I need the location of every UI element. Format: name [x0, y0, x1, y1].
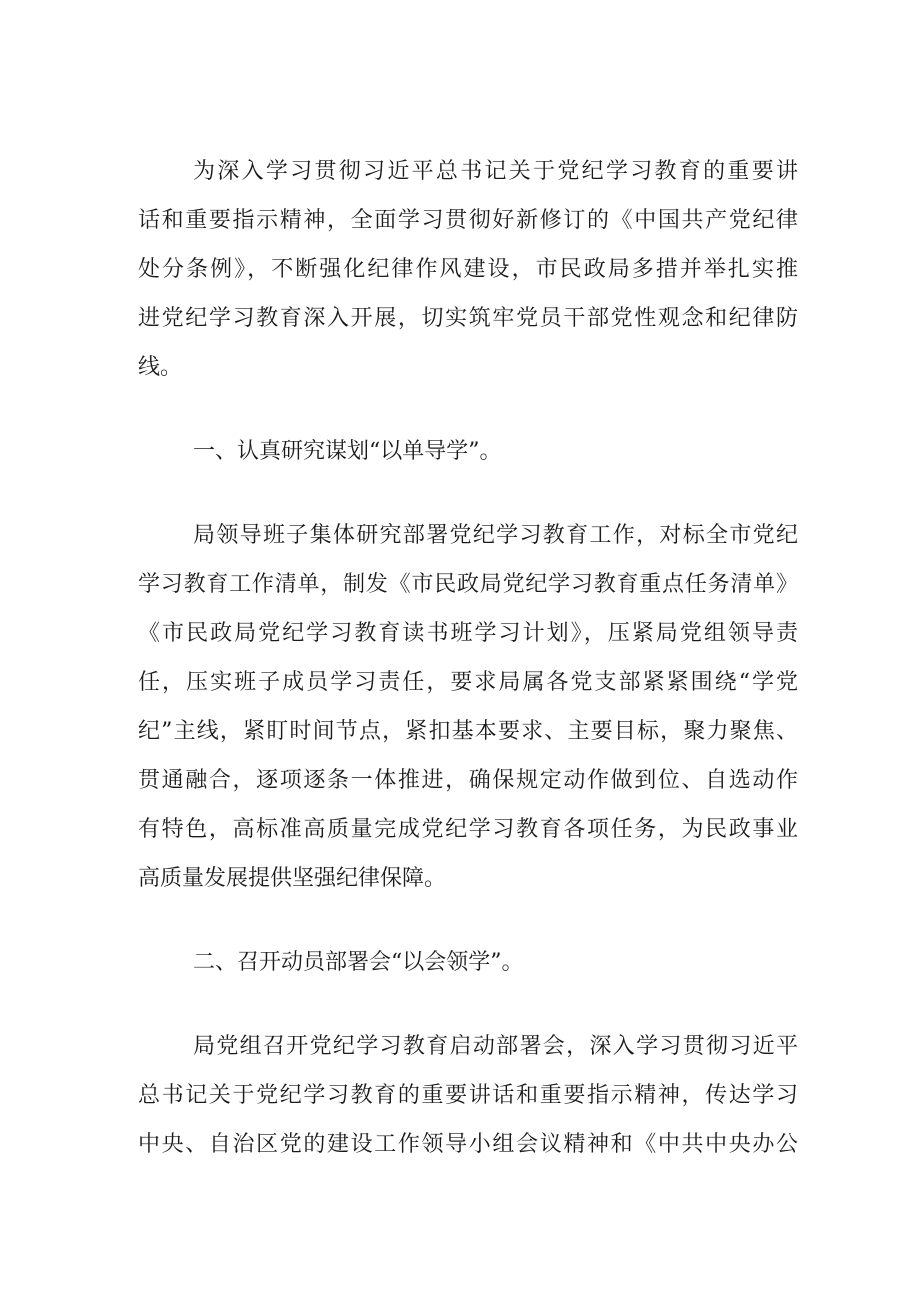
section-two-line-3: 中央、自治区党的建设工作领导小组会议精神和《中共中央办公: [138, 1132, 798, 1157]
section-one-line-2: 学习教育工作清单，制发《市民政局党纪学习教育重点任务清单》: [138, 572, 798, 597]
section-one-line-1: 局领导班子集体研究部署党纪学习教育工作，对标全市党纪: [193, 523, 798, 548]
section-one-heading: 一、认真研究谋划“以单导学”。: [193, 439, 502, 464]
section-one-line-8: 高质量发展提供坚强纪律保障。: [138, 866, 447, 891]
section-one-line-5: 纪”主线，紧盯时间节点，紧扣基本要求、主要目标，聚力聚焦、: [138, 719, 798, 744]
intro-line-5: 线。: [138, 355, 183, 380]
intro-line-4: 进党纪学习教育深入开展，切实筑牢党员干部党性观念和纪律防: [138, 306, 798, 331]
section-one-line-6: 贯通融合，逐项逐条一体推进，确保规定动作做到位、自选动作: [138, 768, 798, 793]
section-two-line-1: 局党组召开党纪学习教育启动部署会，深入学习贯彻习近平: [193, 1034, 798, 1059]
section-one-line-4: 任，压实班子成员学习责任，要求局属各党支部紧紧围绕“学党: [138, 670, 798, 695]
section-one-line-3: 《市民政局党纪学习教育读书班学习计划》，压紧局党组领导责: [138, 621, 798, 646]
section-one-line-7: 有特色，高标准高质量完成党纪学习教育各项任务，为民政事业: [138, 817, 798, 842]
section-two-heading: 二、召开动员部署会“以会领学”。: [193, 950, 524, 975]
section-two-line-2: 总书记关于党纪学习教育的重要讲话和重要指示精神，传达学习: [138, 1083, 798, 1108]
intro-line-3: 处分条例》，不断强化纪律作风建设，市民政局多措并举扎实推: [138, 257, 798, 282]
intro-line-2: 话和重要指示精神，全面学习贯彻好新修订的《中国共产党纪律: [138, 208, 798, 233]
intro-line-1: 为深入学习贯彻习近平总书记关于党纪学习教育的重要讲: [193, 159, 798, 184]
